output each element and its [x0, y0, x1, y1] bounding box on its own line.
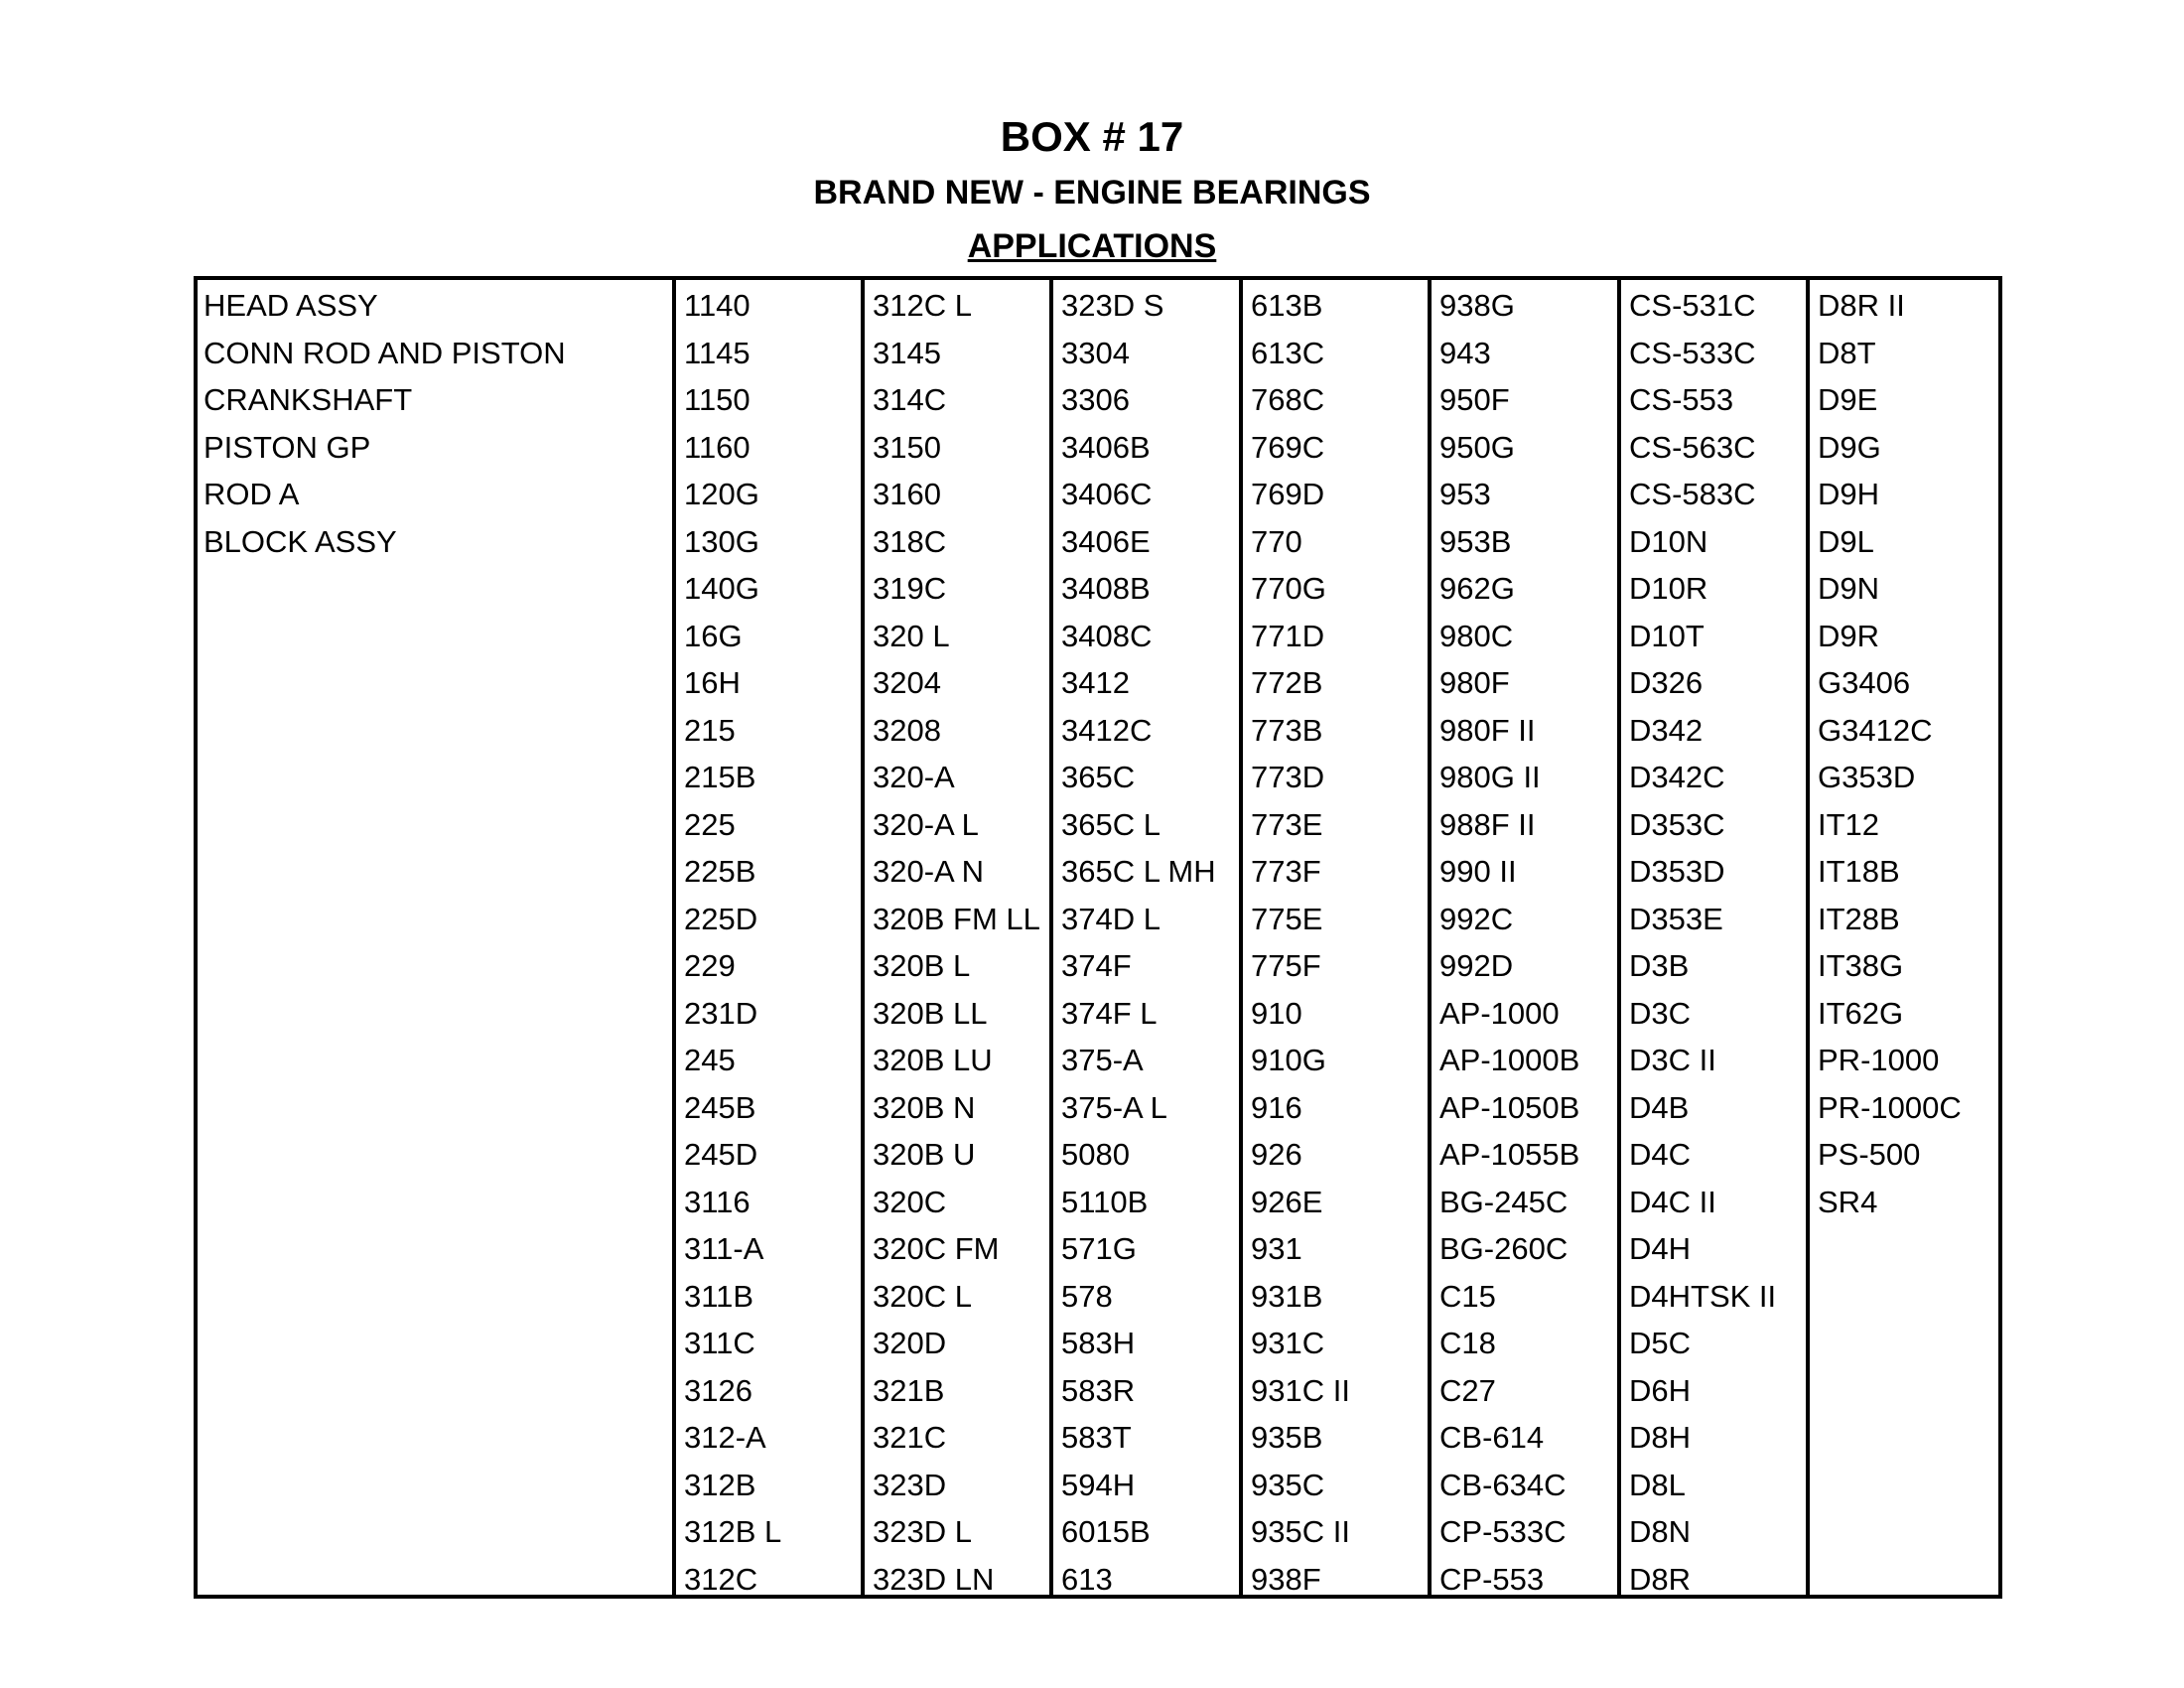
model-cell: 3306: [1061, 382, 1130, 417]
model-cell: 571G: [1061, 1231, 1137, 1266]
model-cell: 773F: [1251, 854, 1321, 889]
model-cell: 3406C: [1061, 477, 1153, 511]
section-heading: APPLICATIONS: [967, 227, 1217, 265]
model-cell: 320-A L: [873, 806, 979, 842]
model-cell: 320 L: [873, 618, 950, 653]
model-cell: 910: [1251, 995, 1302, 1031]
model-cell: 312C: [684, 1561, 758, 1595]
component-cell: CRANKSHAFT: [204, 382, 413, 417]
model-cell: BG-260C: [1439, 1231, 1569, 1266]
model-cell: 3408B: [1061, 571, 1151, 606]
model-cell: IT18B: [1818, 854, 1900, 889]
component-cell: ROD A: [204, 477, 300, 511]
model-cell: 775F: [1251, 948, 1321, 983]
model-cell: IT38G: [1818, 948, 1904, 983]
model-cell: 225B: [684, 854, 756, 889]
model-cell: 769D: [1251, 477, 1325, 511]
model-cell: 311-A: [684, 1231, 764, 1266]
model-cell: 1140: [684, 288, 751, 323]
model-cell: D8R: [1629, 1561, 1692, 1595]
model-cell: 120G: [684, 477, 759, 511]
model-cell: 375-A L: [1061, 1089, 1167, 1125]
model-cell: BG-245C: [1439, 1184, 1569, 1219]
model-cell: D10R: [1629, 571, 1708, 606]
model-cell: 323D: [873, 1467, 947, 1502]
model-cell: D9E: [1818, 382, 1878, 417]
model-cell: 3116: [684, 1184, 751, 1219]
model-cell: D10T: [1629, 618, 1705, 653]
model-cell: 772B: [1251, 665, 1323, 700]
model-cell: 320B U: [873, 1137, 976, 1172]
model-column: [865, 280, 1053, 1595]
model-cell: D4B: [1629, 1089, 1690, 1125]
model-cell: D8R II: [1818, 288, 1905, 323]
model-cell: 613: [1061, 1561, 1113, 1595]
model-cell: 1160: [684, 429, 751, 465]
model-cell: 594H: [1061, 1467, 1136, 1502]
model-cell: 773B: [1251, 712, 1323, 748]
model-cell: CS-553: [1629, 382, 1734, 417]
model-cell: 130G: [684, 523, 759, 559]
model-cell: CB-614: [1439, 1420, 1545, 1455]
model-cell: CP-533C: [1439, 1514, 1567, 1549]
model-cell: 613C: [1251, 335, 1325, 370]
model-cell: 5110B: [1061, 1184, 1149, 1219]
model-cell: D3C II: [1629, 1043, 1716, 1077]
model-cell: 950F: [1439, 382, 1510, 417]
model-cell: 321B: [873, 1372, 945, 1408]
model-cell: D5C: [1629, 1326, 1692, 1360]
model-cell: 3406E: [1061, 523, 1151, 559]
model-cell: 311B: [684, 1278, 754, 1314]
page-subtitle: BRAND NEW - ENGINE BEARINGS: [813, 174, 1371, 211]
model-cell: AP-1050B: [1439, 1089, 1580, 1125]
model-cell: 320-A: [873, 760, 955, 794]
model-cell: 943: [1439, 335, 1491, 370]
model-cell: 583R: [1061, 1372, 1136, 1408]
model-cell: 938F: [1251, 1561, 1321, 1595]
model-cell: 931C II: [1251, 1372, 1350, 1408]
model-cell: 770G: [1251, 571, 1326, 606]
model-cell: 225D: [684, 901, 758, 936]
model-cell: C27: [1439, 1372, 1496, 1408]
model-cell: CS-531C: [1629, 288, 1756, 323]
model-cell: SR4: [1818, 1184, 1878, 1219]
component-cell: PISTON GP: [204, 429, 371, 465]
page-title: BOX # 17: [1000, 113, 1184, 160]
model-cell: D8N: [1629, 1514, 1692, 1549]
model-cell: 926E: [1251, 1184, 1323, 1219]
model-cell: 320B FM LL: [873, 901, 1040, 936]
model-cell: 583H: [1061, 1326, 1136, 1360]
model-cell: CS-583C: [1629, 477, 1756, 511]
model-cell: D10N: [1629, 523, 1708, 559]
model-cell: 320C: [873, 1184, 947, 1219]
model-cell: 374F L: [1061, 995, 1158, 1031]
model-cell: 3412C: [1061, 712, 1153, 748]
model-cell: 323D L: [873, 1514, 972, 1549]
model-column: [1810, 280, 1998, 1595]
model-cell: 140G: [684, 571, 759, 606]
component-column: [198, 280, 676, 1595]
model-cell: D342: [1629, 712, 1704, 748]
model-cell: 320B N: [873, 1089, 976, 1125]
model-cell: 225: [684, 806, 736, 842]
model-cell: 953B: [1439, 523, 1512, 559]
model-column: [1053, 280, 1243, 1595]
model-cell: 926: [1251, 1137, 1302, 1172]
model-cell: D4C II: [1629, 1184, 1716, 1219]
model-cell: C15: [1439, 1278, 1496, 1314]
model-cell: 578: [1061, 1278, 1113, 1314]
model-cell: 3412: [1061, 665, 1130, 700]
model-cell: D3B: [1629, 948, 1690, 983]
model-cell: 320C L: [873, 1278, 972, 1314]
model-cell: 215B: [684, 760, 756, 794]
model-cell: 323D LN: [873, 1561, 995, 1595]
component-cell: HEAD ASSY: [204, 288, 378, 323]
model-cell: 953: [1439, 477, 1491, 511]
model-cell: 935C: [1251, 1467, 1325, 1502]
model-cell: AP-1000: [1439, 995, 1560, 1031]
model-cell: C18: [1439, 1326, 1496, 1360]
model-cell: 931: [1251, 1231, 1302, 1266]
model-cell: 3304: [1061, 335, 1130, 370]
model-cell: D353E: [1629, 901, 1723, 936]
model-cell: 931C: [1251, 1326, 1325, 1360]
model-cell: D8L: [1629, 1467, 1686, 1502]
model-cell: 773E: [1251, 806, 1323, 842]
model-cell: 3408C: [1061, 618, 1153, 653]
model-cell: 910G: [1251, 1043, 1326, 1077]
model-cell: D3C: [1629, 995, 1692, 1031]
model-cell: CS-533C: [1629, 335, 1756, 370]
model-cell: 16H: [684, 665, 741, 700]
model-cell: 980G II: [1439, 760, 1541, 794]
model-cell: 988F II: [1439, 806, 1536, 842]
model-cell: PR-1000C: [1818, 1089, 1962, 1125]
model-cell: IT62G: [1818, 995, 1904, 1031]
model-cell: 323D S: [1061, 288, 1164, 323]
component-cell: BLOCK ASSY: [204, 523, 397, 559]
model-cell: IT28B: [1818, 901, 1900, 936]
model-cell: 916: [1251, 1089, 1302, 1125]
model-cell: AP-1000B: [1439, 1043, 1580, 1077]
model-cell: D353D: [1629, 854, 1725, 889]
model-cell: 3126: [684, 1372, 752, 1408]
model-cell: CP-553: [1439, 1561, 1545, 1595]
model-cell: 770: [1251, 523, 1302, 559]
model-cell: PR-1000: [1818, 1043, 1940, 1077]
model-cell: 1145: [684, 335, 751, 370]
model-column: [1243, 280, 1432, 1595]
model-cell: G3406: [1818, 665, 1911, 700]
model-cell: 365C: [1061, 760, 1136, 794]
model-cell: 938G: [1439, 288, 1515, 323]
model-cell: D9H: [1818, 477, 1880, 511]
model-cell: 3406B: [1061, 429, 1151, 465]
model-cell: IT12: [1818, 806, 1880, 842]
model-cell: 990 II: [1439, 854, 1517, 889]
model-cell: D9G: [1818, 429, 1881, 465]
model-column: [676, 280, 865, 1595]
model-cell: 365C L: [1061, 806, 1160, 842]
model-cell: 935B: [1251, 1420, 1323, 1455]
model-cell: 320B LU: [873, 1043, 993, 1077]
model-cell: 980F: [1439, 665, 1510, 700]
model-cell: 312B L: [684, 1514, 782, 1549]
model-cell: D9L: [1818, 523, 1874, 559]
model-cell: D9N: [1818, 571, 1880, 606]
model-cell: D326: [1629, 665, 1704, 700]
model-cell: 950G: [1439, 429, 1515, 465]
model-cell: 769C: [1251, 429, 1325, 465]
model-cell: 3160: [873, 477, 941, 511]
model-cell: 962G: [1439, 571, 1515, 606]
model-cell: 3150: [873, 429, 941, 465]
model-cell: 245B: [684, 1089, 756, 1125]
model-cell: 771D: [1251, 618, 1325, 653]
model-cell: D4C: [1629, 1137, 1692, 1172]
model-cell: 320B L: [873, 948, 971, 983]
model-cell: 583T: [1061, 1420, 1132, 1455]
model-cell: D9R: [1818, 618, 1880, 653]
model-column: [1432, 280, 1621, 1595]
model-cell: 320C FM: [873, 1231, 1000, 1266]
model-cell: 311C: [684, 1326, 755, 1360]
model-cell: 365C L MH: [1061, 854, 1216, 889]
model-cell: 613B: [1251, 288, 1323, 323]
model-cell: PS-500: [1818, 1137, 1921, 1172]
model-cell: D342C: [1629, 760, 1725, 794]
model-cell: 992D: [1439, 948, 1514, 983]
model-cell: D6H: [1629, 1372, 1692, 1408]
model-cell: 374D L: [1061, 901, 1160, 936]
applications-table: [194, 276, 2002, 1599]
model-cell: 318C: [873, 523, 947, 559]
model-cell: 6015B: [1061, 1514, 1151, 1549]
model-cell: D8T: [1818, 335, 1876, 370]
model-cell: 231D: [684, 995, 758, 1031]
model-cell: 314C: [873, 382, 947, 417]
model-cell: CS-563C: [1629, 429, 1756, 465]
model-cell: 992C: [1439, 901, 1514, 936]
model-cell: 319C: [873, 571, 947, 606]
model-cell: 935C II: [1251, 1514, 1350, 1549]
model-cell: 980C: [1439, 618, 1514, 653]
model-cell: 312C L: [873, 288, 972, 323]
model-cell: 312B: [684, 1467, 756, 1502]
model-cell: 320D: [873, 1326, 947, 1360]
model-cell: 773D: [1251, 760, 1325, 794]
model-cell: CB-634C: [1439, 1467, 1567, 1502]
component-cell: CONN ROD AND PISTON: [204, 335, 566, 370]
model-cell: D353C: [1629, 806, 1725, 842]
model-cell: 775E: [1251, 901, 1323, 936]
model-cell: G353D: [1818, 760, 1916, 794]
model-cell: 980F II: [1439, 712, 1536, 748]
model-cell: 3145: [873, 335, 941, 370]
model-cell: 1150: [684, 382, 751, 417]
model-cell: 768C: [1251, 382, 1325, 417]
model-cell: AP-1055B: [1439, 1137, 1580, 1172]
model-cell: 3204: [873, 665, 941, 700]
model-cell: 215: [684, 712, 736, 748]
model-cell: 375-A: [1061, 1043, 1144, 1077]
model-cell: D8H: [1629, 1420, 1692, 1455]
model-cell: 245D: [684, 1137, 758, 1172]
model-cell: 320-A N: [873, 854, 985, 889]
model-cell: 321C: [873, 1420, 947, 1455]
model-cell: D4H: [1629, 1231, 1692, 1266]
model-column: [1621, 280, 1810, 1595]
model-cell: 374F: [1061, 948, 1132, 983]
model-cell: 16G: [684, 618, 743, 653]
model-cell: 3208: [873, 712, 941, 748]
model-cell: 5080: [1061, 1137, 1130, 1172]
model-cell: 229: [684, 948, 736, 983]
model-cell: G3412C: [1818, 712, 1933, 748]
model-cell: 312-A: [684, 1420, 766, 1455]
model-cell: D4HTSK II: [1629, 1278, 1777, 1314]
model-cell: 320B LL: [873, 995, 988, 1031]
model-cell: 931B: [1251, 1278, 1323, 1314]
model-cell: 245: [684, 1043, 736, 1077]
